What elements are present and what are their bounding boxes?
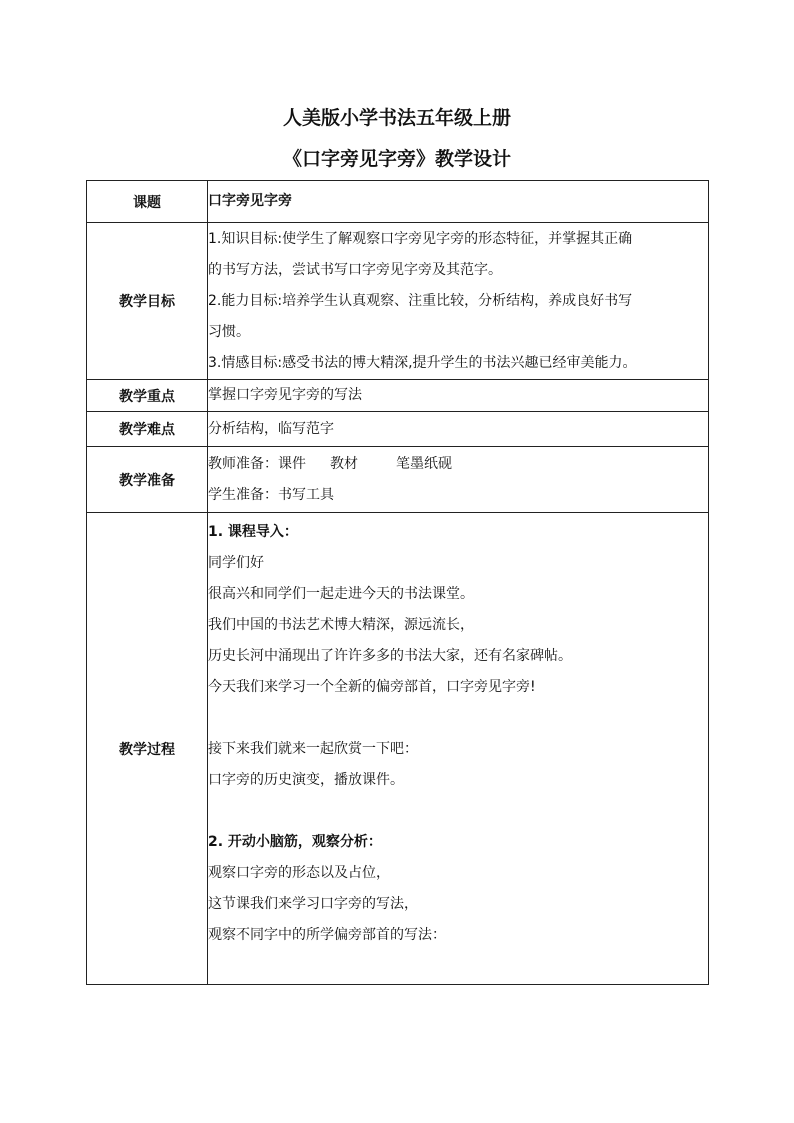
process-line: 口字旁的历史演变，播放课件。 <box>208 772 404 788</box>
key-points-text: 掌握口字旁见字旁的写法 <box>208 387 362 403</box>
teacher-item: 教材 <box>330 455 358 472</box>
label-objectives: 教学目标 <box>87 223 208 380</box>
teacher-prefix: 教师准备： <box>208 455 278 472</box>
row-objectives <box>87 223 709 380</box>
teacher-preparation <box>208 449 708 480</box>
value-topic <box>208 181 709 223</box>
row-key-points <box>87 380 709 412</box>
teacher-item: 课件 <box>278 455 306 472</box>
row-process <box>87 513 709 985</box>
process-body <box>208 513 708 951</box>
value-objectives <box>208 223 709 380</box>
teacher-item: 笔墨纸砚 <box>396 455 452 472</box>
blank-line <box>208 703 708 734</box>
student-preparation: 学生准备：书写工具 <box>208 486 334 503</box>
objective-line: 2.能力目标:培养学生认真观察、注重比较，分析结构，养成良好书写 <box>208 292 633 309</box>
document-subtitle: 《口字旁见字旁》教学设计 <box>282 148 511 170</box>
process-line: 同学们好 <box>208 555 264 571</box>
process-line: 接下来我们就来一起欣赏一下吧： <box>208 741 418 757</box>
label-key-points: 教学重点 <box>87 380 208 412</box>
blank-line <box>208 796 708 827</box>
section-heading: 2. 开动小脑筋，观察分析： <box>208 834 382 850</box>
label-process: 教学过程 <box>87 513 208 985</box>
objective-line: 3.情感目标:感受书法的博大精深,提升学生的书法兴趣已经审美能力。 <box>208 354 637 371</box>
value-process <box>208 513 709 985</box>
process-line: 今天我们来学习一个全新的偏旁部首，口字旁见字旁! <box>208 679 536 695</box>
document-title: 人美版小学书法五年级上册 <box>282 107 511 129</box>
value-preparation <box>208 447 709 513</box>
objective-line: 1.知识目标:使学生了解观察口字旁见字旁的形态特征，并掌握其正确 <box>208 230 633 247</box>
row-difficulties <box>87 412 709 447</box>
label-topic: 课题 <box>87 181 208 223</box>
process-line: 很高兴和同学们一起走进今天的书法课堂。 <box>208 586 474 602</box>
value-key-points <box>208 380 709 412</box>
lesson-plan-table <box>86 180 709 985</box>
value-difficulties <box>208 412 709 447</box>
row-topic <box>87 181 709 223</box>
section-heading: 1. 课程导入： <box>208 524 298 540</box>
topic-text: 口字旁见字旁 <box>208 193 292 209</box>
difficulties-text: 分析结构，临写范字 <box>208 420 334 437</box>
process-line: 观察不同字中的所学偏旁部首的写法： <box>208 927 446 943</box>
process-line: 观察口字旁的形态以及占位， <box>208 865 390 881</box>
process-line: 我们中国的书法艺术博大精深，源远流长， <box>208 617 474 633</box>
label-difficulties: 教学难点 <box>87 412 208 447</box>
objective-line: 习惯。 <box>208 323 250 340</box>
row-preparation <box>87 447 709 513</box>
process-line: 历史长河中涌现出了许许多多的书法大家，还有名家碑帖。 <box>208 648 572 664</box>
process-line: 这节课我们来学习口字旁的写法， <box>208 896 418 912</box>
objective-line: 的书写方法，尝试书写口字旁见字旁及其范字。 <box>208 261 502 278</box>
label-preparation: 教学准备 <box>87 447 208 513</box>
